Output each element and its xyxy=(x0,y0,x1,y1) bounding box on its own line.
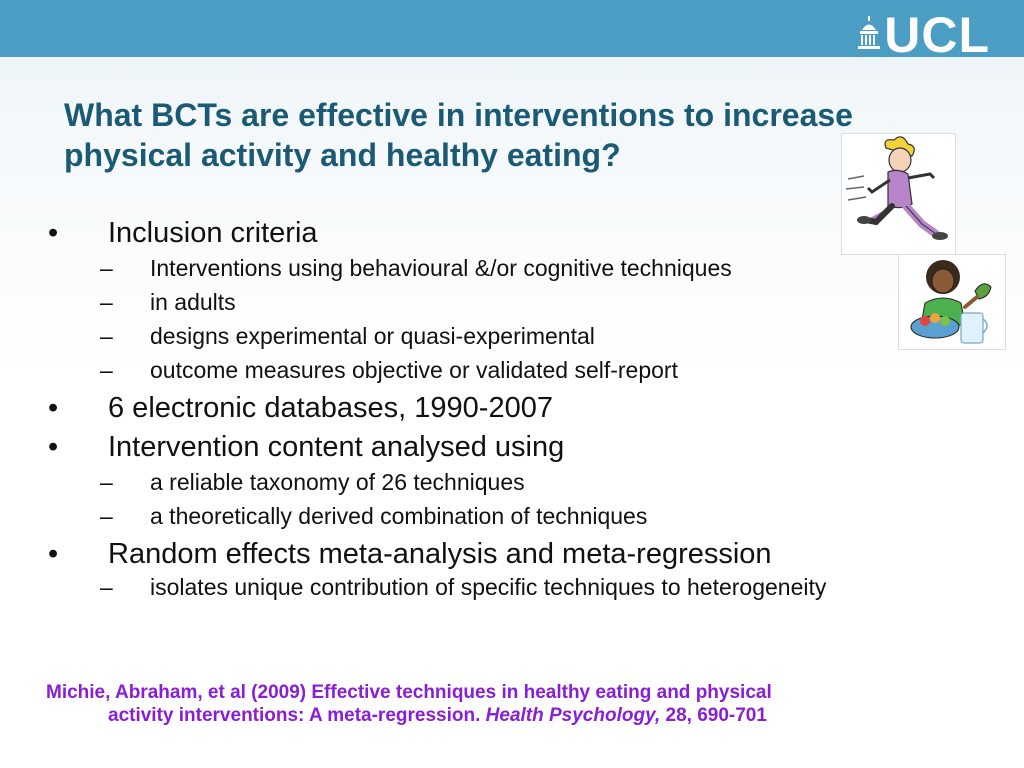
sub-bullet-text: a reliable taxonomy of 26 techniques xyxy=(150,469,525,495)
bullet-glyph: • xyxy=(48,538,59,570)
bullet-glyph: • xyxy=(48,217,59,249)
citation-journal: Health Psychology, xyxy=(485,705,661,726)
bullet-meta-analysis xyxy=(0,536,900,573)
dash-glyph: – xyxy=(100,255,113,281)
bullet-glyph: • xyxy=(48,392,59,424)
dome-icon xyxy=(858,16,880,50)
citation xyxy=(46,681,946,727)
bullet-glyph: • xyxy=(48,431,59,463)
dash-glyph: – xyxy=(100,289,113,315)
sub-bullet-text: a theoretically derived combination of techniques xyxy=(150,503,648,529)
sub-bullet-text: Interventions using behavioural &/or cognitive techniques xyxy=(150,255,732,281)
logo-text: UCL xyxy=(884,7,990,63)
sub-bullet xyxy=(0,575,850,600)
sub-bullet-text: isolates unique contribution of specific techniques to heterogeneity xyxy=(150,574,827,600)
runner-clipart xyxy=(841,133,956,255)
bullet-text: Inclusion criteria xyxy=(108,217,318,249)
woman-with-salad-icon xyxy=(899,255,1005,349)
dash-glyph: – xyxy=(100,503,113,529)
citation-line-1: Michie, Abraham, et al (2009) Effective techniques in healthy eating and physical xyxy=(46,682,772,703)
dash-glyph: – xyxy=(100,357,113,383)
ucl-logo xyxy=(858,7,990,63)
sub-bullet xyxy=(0,502,850,530)
bullet-intervention-content xyxy=(0,429,900,466)
bullet-text: Intervention content analysed using xyxy=(108,431,565,463)
sub-bullet-text: outcome measures objective or validated self-report xyxy=(150,357,678,383)
dash-glyph: – xyxy=(100,574,113,600)
dash-glyph: – xyxy=(100,323,113,349)
dash-glyph: – xyxy=(100,469,113,495)
citation-line-2 xyxy=(46,704,946,727)
sub-bullet-text: designs experimental or quasi-experimental xyxy=(150,323,595,349)
running-figure-icon xyxy=(842,134,955,254)
sub-bullet xyxy=(0,288,850,316)
bullet-inclusion-criteria xyxy=(0,215,900,252)
sub-bullet xyxy=(0,468,850,496)
bullet-text: Random effects meta-analysis and meta-regression xyxy=(108,538,772,570)
sub-bullet xyxy=(0,254,850,282)
title-line-1: What BCTs are effective in interventions to increase xyxy=(64,97,853,133)
citation-title: activity interventions: A meta-regression. xyxy=(108,705,486,726)
bullet-list xyxy=(0,215,900,606)
citation-volume-pages: 28, 690-701 xyxy=(660,705,767,726)
sub-bullet xyxy=(0,356,850,384)
sub-bullet-text: in adults xyxy=(150,289,236,315)
bullet-text: 6 electronic databases, 1990-2007 xyxy=(108,392,553,424)
healthy-eating-clipart xyxy=(898,254,1006,350)
sub-bullet xyxy=(0,322,850,350)
bullet-databases xyxy=(0,390,900,427)
title-line-2: physical activity and healthy eating? xyxy=(64,137,621,173)
